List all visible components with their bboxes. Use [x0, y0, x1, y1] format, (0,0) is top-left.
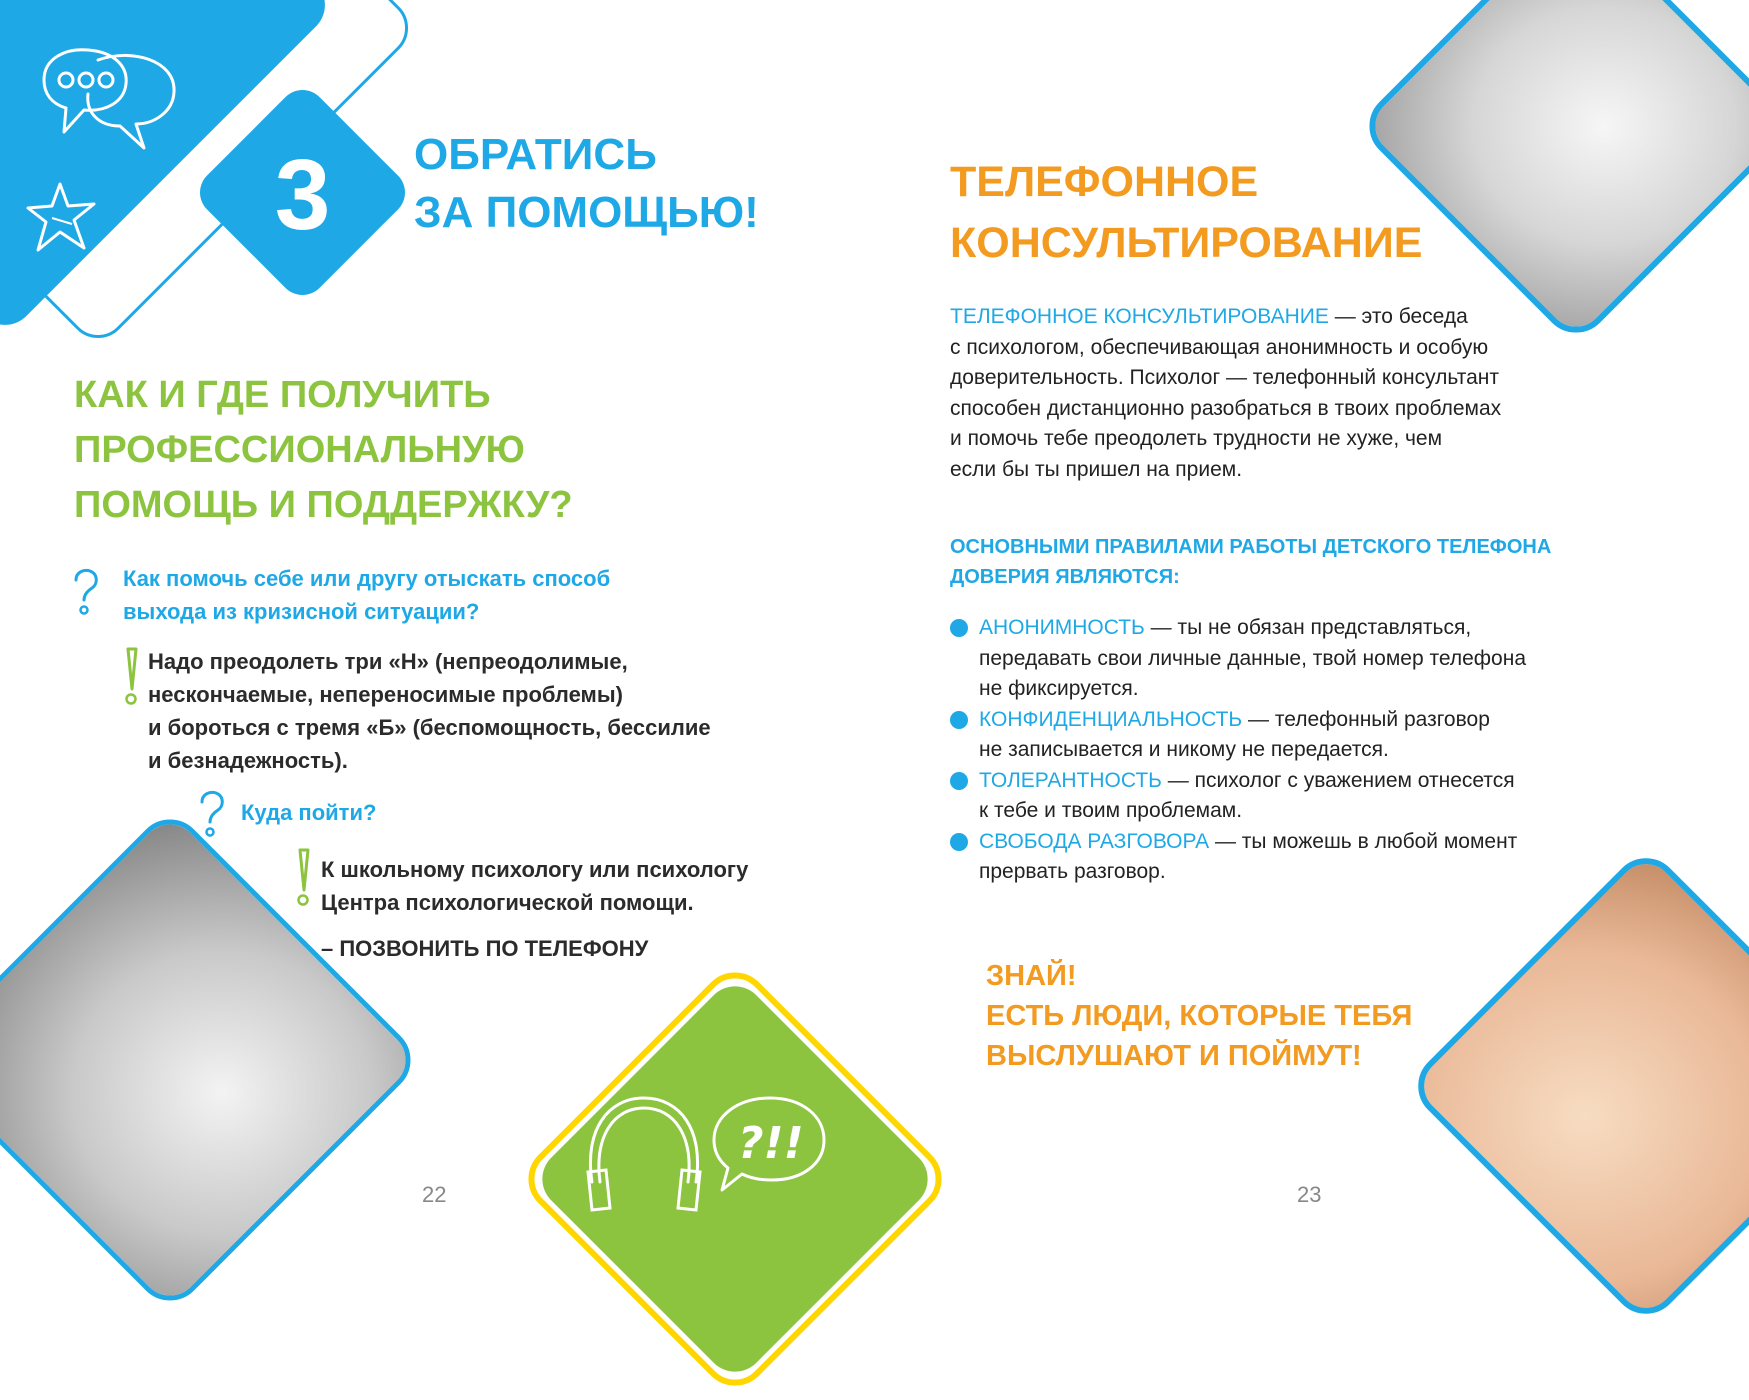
rule-term: АНОНИМНОСТЬ	[979, 616, 1145, 639]
page-title-line-2: ЗА ПОМОЩЬЮ!	[414, 188, 759, 237]
page-number-left: 22	[422, 1182, 447, 1207]
answer-1	[148, 645, 711, 777]
right-page-title-line-2: КОНСУЛЬТИРОВАНИЕ	[950, 219, 1423, 267]
page-number-right: 23	[1297, 1182, 1322, 1207]
question-1	[123, 562, 610, 628]
intro-paragraph	[950, 302, 1570, 485]
rule-line: — психолог с уважением отнесется	[1161, 768, 1515, 792]
bullet-dot	[950, 772, 968, 790]
page-title-line-1: ОБРАТИСЬ	[414, 130, 657, 179]
section-heading	[74, 368, 573, 533]
question-mark-icon	[70, 568, 102, 616]
question-mark-icon	[196, 790, 228, 838]
section-heading-line-3: ПОМОЩЬ И ПОДДЕРЖКУ?	[74, 484, 573, 526]
answer-1-line-4: и безнадежность).	[148, 748, 348, 773]
svg-text:?!!: ?!!	[738, 1118, 804, 1169]
intro-term: ТЕЛЕФОННОЕ КОНСУЛЬТИРОВАНИЕ	[950, 305, 1329, 328]
intro-line-5: и помочь тебе преодолеть трудности не хуже, чем	[950, 427, 1443, 450]
intro-line-4: способен дистанционно разобраться в твоих проблемах	[950, 396, 1502, 420]
rule-line: — телефонный разговор	[1242, 707, 1490, 731]
exclamation-mark-icon	[118, 645, 142, 709]
answer-1-line-1: Надо преодолеть три «Н» (непреодолимые,	[148, 649, 628, 674]
list-item	[950, 766, 1600, 827]
rule-line: не записывается и никому не передается.	[979, 738, 1389, 761]
rule-term: СВОБОДА РАЗГОВОРА	[979, 829, 1210, 853]
rule-line: прервать разговор.	[979, 860, 1166, 883]
section-heading-line-2: ПРОФЕССИОНАЛЬНУЮ	[74, 429, 525, 471]
answer-1-line-3: и бороться с тремя «Б» (беспомощность, бессилие	[148, 715, 711, 740]
intro-line-2: с психологом, обеспечивающая анонимность и особую	[950, 335, 1489, 359]
callout-line-2: ЕСТЬ ЛЮДИ, КОТОРЫЕ ТЕБЯ	[986, 1000, 1413, 1032]
speech-bubbles-icon	[36, 40, 186, 160]
headphones-icon	[578, 1090, 710, 1220]
page-title	[414, 126, 759, 242]
answer-1-line-2: нескончаемые, непереносимые проблемы)	[148, 682, 623, 707]
question-1-line-1: Как помочь себе или другу отыскать способ	[123, 566, 611, 591]
answer-2-line-3: – ПОЗВОНИТЬ ПО ТЕЛЕФОНУ	[321, 936, 649, 961]
step-number: 3	[274, 139, 331, 251]
answer-2	[321, 853, 748, 965]
answer-2-line-1: К школьному психологу или психологу	[321, 857, 749, 882]
right-page-title	[950, 152, 1422, 274]
family-photo-image	[1404, 844, 1749, 1328]
list-item	[950, 827, 1600, 888]
rule-line: — ты не обязан представляться,	[1144, 616, 1472, 639]
rule-line: не фиксируется.	[979, 677, 1139, 700]
rule-term: ТОЛЕРАНТНОСТЬ	[979, 768, 1162, 792]
intro-line-1: — это беседа	[1328, 305, 1468, 328]
list-item	[950, 613, 1600, 705]
rules-heading-line-2: ДОВЕРИЯ ЯВЛЯЮТСЯ:	[950, 566, 1180, 588]
rule-term: КОНФИДЕНЦИАЛЬНОСТЬ	[979, 707, 1243, 731]
rule-line: к тебе и твоим проблемам.	[979, 799, 1243, 822]
intro-line-6: если бы ты пришел на прием.	[950, 457, 1243, 481]
bullet-dot	[950, 711, 968, 729]
rules-heading-line-1: ОСНОВНЫМИ ПРАВИЛАМИ РАБОТЫ ДЕТСКОГО ТЕЛЕФОНА	[950, 536, 1552, 558]
family-photo	[1404, 844, 1749, 1328]
question-1-line-2: выхода из кризисной ситуации?	[123, 599, 480, 624]
rule-line: передавать свои личные данные, твой номер телефона	[979, 646, 1526, 670]
callout-line-3: ВЫСЛУШАЮТ И ПОЙМУТ!	[986, 1040, 1362, 1072]
callout	[986, 956, 1412, 1076]
star-doodle-icon	[22, 178, 102, 258]
rule-line: — ты можешь в любой момент	[1209, 829, 1518, 853]
question-2: Куда пойти?	[241, 800, 377, 825]
right-page-title-line-1: ТЕЛЕФОННОЕ	[950, 158, 1259, 206]
exclamation-mark-icon	[290, 846, 314, 910]
rules-list	[950, 613, 1600, 888]
intro-line-3: доверительность. Психолог — телефонный консультант	[950, 366, 1499, 389]
interrobang-bubble-icon	[710, 1090, 830, 1200]
callout-line-1: ЗНАЙ!	[986, 960, 1077, 992]
list-item	[950, 705, 1600, 766]
bullet-dot	[950, 619, 968, 637]
rules-heading	[950, 532, 1551, 592]
answer-2-line-2: Центра психологической помощи.	[321, 890, 694, 915]
bullet-dot	[950, 833, 968, 851]
section-heading-line-1: КАК И ГДЕ ПОЛУЧИТЬ	[74, 374, 491, 416]
